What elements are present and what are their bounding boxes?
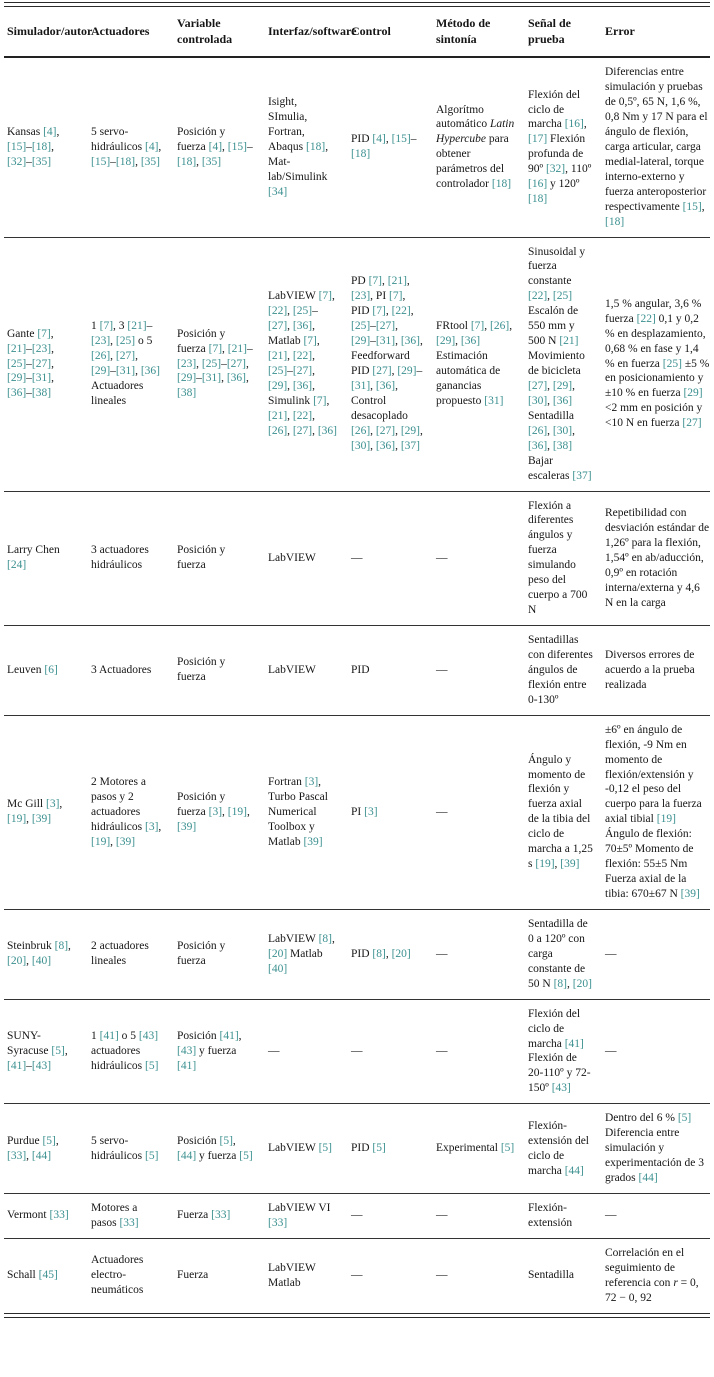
citation-ref: [5] [51,1044,65,1057]
citation-ref: [31] [115,365,136,377]
citation-ref: [27] [292,365,313,377]
citation-ref: [36] [317,424,338,437]
citation-ref: [36] [400,335,421,348]
table-cell: — [433,1193,525,1238]
citation-ref: [43] [551,1082,571,1095]
citation-ref: [41] [219,1030,239,1043]
column-header: Interfaz/software [265,7,348,57]
table-row-gante [4,237,710,491]
citation-ref: [40] [31,955,52,968]
citation-ref: [39] [177,820,197,833]
citation-ref: [22] [268,305,288,318]
table-cell: SUNY-Syracuse [5], [41]–[43] [4,999,88,1104]
table-cell: LabVIEW [5] [265,1104,348,1194]
simulators-comparison-table [4,7,710,1313]
table-cell: Schall [45] [4,1238,88,1312]
citation-ref: [29] [683,387,703,400]
citation-ref: [8] [553,977,567,990]
column-header: Control [348,7,433,57]
citation-ref: [29] [91,365,111,377]
table-cell: Fuerza [174,1238,265,1312]
citation-ref: [18] [491,178,512,191]
citation-ref: [7] [389,290,403,303]
table-cell: Flexión del ciclo de marcha [16], [17] Flexión profunda de 90º [32], 110º [16] y 120º [18] [528,88,592,206]
citation-ref: [18] [528,193,548,206]
table-cell: Posición y fuerza [174,491,265,626]
table-cell: Experimental [5] [433,1104,525,1194]
citation-ref: [27] [115,350,136,363]
table-cell: — [602,909,710,999]
citation-ref: [29] [351,335,371,348]
table-cell: Sentadillas con diferentes ángulos de flexión entre 0-130º [525,626,602,716]
table-cell: Repetibilidad con desviación estándar de 1,26º para la flexión, 1,54º en ab/aducción, 0,9º en rotación interna/externa y 4,6 N en la carga [602,491,710,626]
table-cell: — [348,1238,433,1312]
table-cell: Posición y fuerza [7], [21]–[23], [25]–[27], [29]–[31], [36], [38] [174,237,265,491]
citation-ref: [36] [292,320,313,333]
citation-ref: [20] [572,977,592,990]
citation-ref: [25] [201,357,222,370]
table-cell: 2 actuadores lineales [88,909,174,999]
citation-ref: [30] [552,424,573,437]
citation-ref: [16] [564,118,584,131]
citation-ref: [35] [140,155,161,168]
citation-ref: [7] [37,327,51,340]
citation-ref: [27] [31,357,52,370]
citation-ref: [36] [528,439,548,452]
table-cell: Posición y fuerza [4], [15]–[18], [35] [177,125,253,168]
column-header: Variable controlada [174,7,265,57]
table-cell: — [433,909,525,999]
citation-ref: [3] [208,805,223,818]
table-cell: Sinusoidal y fuerza constante [22], [25] Escalón de 550 mm y 500 N [21] Movimiento de bicicleta [27], [29], [30], [36] Sentadilla [26], [30], [36], [38] Bajar escaleras [37] [525,237,602,491]
citation-ref: [5] [500,1142,515,1155]
citation-ref: [21] [127,320,147,333]
citation-ref: [15] [391,133,411,146]
table-cell: Flexión del ciclo de marcha [41] Flexión de 20-110º y 72- 150º [43] [525,999,602,1104]
table-cell: — [348,491,433,626]
column-header: Simulador/autor [4,7,88,57]
header-row [4,7,710,57]
table-cell: — [433,1238,525,1312]
table-cell: Isight, SImulia, Fortran, Abaqus [18], Mat-lab/Simulink [34] [268,96,329,198]
citation-ref: [3] [144,820,159,833]
table-row-vermont [4,1193,710,1238]
table-row-purdue [4,1104,710,1194]
table-bottom-rule [4,1313,710,1318]
citation-ref: [5] [677,1112,692,1125]
citation-ref: [4] [43,125,57,138]
citation-ref: [22] [391,305,411,318]
citation-ref: [17] [528,133,548,146]
table-row-mc-gill [4,715,710,909]
citation-ref: [44] [177,1149,197,1162]
citation-ref: [7] [99,320,114,333]
citation-ref: [21] [268,350,288,363]
citation-ref: [18] [605,215,625,228]
citation-ref: [26] [528,424,548,437]
table-cell: Ángulo y momento de flexión y fuerza axial de la tibia del ciclo de marcha a 1,25 s [19], [39] [525,715,602,909]
table-cell: Kansas [4], [15]–[18], [32]–[35] [7,125,60,168]
table-cell: Posición [5], [44] y fuerza [5] [174,1104,265,1194]
table-cell: Flexión-extensión [525,1193,602,1238]
citation-ref: [27] [528,379,548,392]
citation-ref: [22] [292,409,313,422]
citation-ref: [23] [91,335,111,348]
table-cell: Steinbruk [8], [20], [40] [4,909,88,999]
table-cell: Sentadilla [525,1238,602,1312]
citation-ref: [26] [91,350,111,363]
citation-ref: [21] [227,342,247,355]
citation-ref: [4] [208,140,223,153]
citation-ref: [41] [177,1059,197,1072]
citation-ref: [19] [7,813,27,826]
citation-ref: [4] [372,133,386,146]
table-cell: Posición y fuerza [174,626,265,716]
citation-ref: [33] [119,1216,139,1229]
citation-ref: [36] [375,439,396,452]
table-cell: PID [5] [348,1104,433,1194]
citation-ref: [18] [31,140,52,153]
citation-ref: [22] [636,312,656,325]
table-cell: FRtool [7], [26], [29], [36] Estimación automática de ganancias propuesto [31] [433,237,525,491]
citation-ref: [19] [91,835,111,848]
table-cell: — [265,999,348,1104]
citation-ref: [27] [268,320,288,333]
citation-ref: [15] [7,140,27,153]
citation-ref: [31] [201,372,222,385]
table-row-leuven [4,626,710,716]
citation-ref: [23] [351,290,371,303]
table-cell: — [433,999,525,1104]
table-cell: — [348,1193,433,1238]
citation-ref: [23] [31,342,52,355]
citation-ref: [5] [239,1149,253,1162]
table-cell: ±6º en ángulo de flexión, -9 Nm en momento de flexión/extensión y -0,12 el peso del cuerpo para la fuerza axial tibial [19] Ángulo de flexión: 70±5º Momento de flexión: 55±5 Nm Fuerza axial de la tibia: 670±67 N [39] [602,715,710,909]
table-cell: 2 Motores a pasos y 2 actuadores hidráulicos [3], [19], [39] [88,715,174,909]
citation-ref: [18] [177,155,197,168]
citation-ref: [19] [227,805,247,818]
citation-ref: [35] [31,155,52,168]
citation-ref: [26] [268,424,288,437]
citation-ref: [33] [7,1149,27,1162]
column-header: Método de sintonía [433,7,525,57]
citation-ref: [29] [268,379,288,392]
citation-ref: [44] [564,1164,584,1177]
citation-ref: [43] [177,1044,197,1057]
table-cell: Motores a pasos [33] [88,1193,174,1238]
table-cell: — [602,1193,710,1238]
table-cell: 5 servo-hidráulicos [4], [15]–[18], [35] [91,125,162,168]
table-cell: Correlación en el seguimiento de referencia con r = 0, 72 − 0, 92 [602,1238,710,1312]
table-cell: — [433,491,525,626]
citation-ref: [23] [177,357,197,370]
table-cell: Leuven [6] [4,626,88,716]
citation-ref: [29] [552,379,573,392]
citation-ref: [7] [372,305,386,318]
column-header: Señal de prueba [525,7,602,57]
citation-ref: [21] [268,409,288,422]
table-cell: 3 Actuadores [88,626,174,716]
citation-ref: [21] [387,275,407,288]
citation-ref: [5] [318,1142,332,1155]
citation-ref: [7] [303,335,317,348]
table-cell: Diversos errores de acuerdo a la prueba realizada [602,626,710,716]
citation-ref: [5] [144,1149,159,1162]
table-cell: PI [3] [348,715,433,909]
citation-ref: [21] [559,335,579,348]
table-cell: Posición y fuerza [174,909,265,999]
citation-ref: [27] [682,417,702,430]
citation-ref: [8] [54,940,69,953]
citation-ref: [36] [552,394,573,407]
table-cell: 1,5 % angular, 3,6 % fuerza [22] 0,1 y 0,2 % en desplazamiento, 0,68 % en fase y 1,4 % en fuerza [25] ±5 % en posicionamiento y ±10 % en fuerza [29] <2 mm en posición y <10 N en fuerza [27] [602,237,710,491]
table-cell: LabVIEW [265,491,348,626]
table-row-schall [4,1238,710,1312]
table-cell: LabVIEW [8], [20] Matlab [40] [265,909,348,999]
citation-ref: [39] [115,835,136,848]
table-row-larry-chen [4,491,710,626]
citation-ref: [29] [397,365,417,377]
table-row-kansas [4,57,710,237]
citation-ref: [36] [375,379,396,392]
table-cell: LabVIEW Matlab [265,1238,348,1312]
citation-ref: [19] [656,813,676,826]
table-row-steinbruk [4,909,710,999]
table-cell: LabVIEW [7], [22], [25]–[27], [36], Matlab [7], [21], [22], [25]–[27], [29], [36], Simulink [7], [21], [22], [26], [27], [36] [265,237,348,491]
table-cell: PID [348,626,433,716]
citation-ref: [25] [351,320,371,333]
citation-ref: [41] [99,1030,119,1043]
table-cell: PD [7], [21], [23], PI [7], PID [7], [22], [25]–[27], [29]–[31], [36], Feedforward PID [27], [29]–[31], [36], Control desacoplado [26], [27], [29], [30], [36], [37] [348,237,433,491]
citation-ref: [36] [226,372,247,385]
citation-ref: [34] [268,185,288,198]
table-cell: Mc Gill [3], [19], [39] [4,715,88,909]
table-cell: 5 servo-hidráulicos [5] [88,1104,174,1194]
citation-ref: [32] [545,163,566,176]
citation-ref: [43] [138,1030,159,1043]
table-cell: Purdue [5], [33], [44] [4,1104,88,1194]
table-cell: PID [4], [15]–[18] [351,133,417,161]
citation-ref: [5] [144,1059,159,1072]
citation-ref: [26] [490,320,510,333]
citation-ref: [37] [400,439,421,452]
citation-ref: [15] [91,155,111,168]
table-cell: Flexión a diferentes ángulos y fuerza simulando peso del cuerpo a 700 N [525,491,602,626]
citation-ref: [40] [268,962,288,975]
citation-ref: [5] [42,1134,56,1147]
citation-ref: [24] [7,559,27,572]
column-header: Error [602,7,710,57]
citation-ref: [32] [7,155,27,168]
citation-ref: [15] [682,200,702,213]
table-cell: — [433,715,525,909]
citation-ref: [25] [662,357,682,370]
citation-ref: [43] [31,1059,52,1072]
citation-ref: [33] [49,1209,69,1222]
citation-ref: [39] [31,813,52,826]
table-cell: Diferencias entre simulación y pruebas de 0,5º, 65 N, 1,6 %, 0,8 Nm y 17 N para el ángulo de flexión, carga articular, carga medial-lateral, torque interno-externo y fuerza anteroposterior respectivamente [15], [18] [605,66,708,228]
citation-ref: [39] [560,858,580,871]
citation-ref: [29] [177,372,197,385]
citation-ref: [29] [436,335,456,348]
citation-ref: [27] [226,357,247,370]
table-cell: Larry Chen [24] [4,491,88,626]
citation-ref: [36] [7,387,27,400]
citation-ref: [31] [31,372,52,385]
citation-ref: [36] [292,379,313,392]
citation-ref: [19] [535,858,555,871]
table-cell: PID [8], [20] [348,909,433,999]
citation-ref: [20] [7,955,27,968]
table-cell: — [433,626,525,716]
table-cell: LabVIEW VI [33] [265,1193,348,1238]
table-body [4,57,710,1312]
citation-ref: [7] [470,320,485,333]
citation-ref: [20] [268,947,288,960]
citation-ref: [18] [306,140,326,153]
citation-ref: [33] [211,1209,231,1222]
citation-ref: [3] [304,775,319,788]
table-cell: Algorítmo automático Latin Hypercube para obtener parámetros del controlador [18] [436,103,515,191]
table-cell: Posición [41], [43] y fuerza [41] [174,999,265,1104]
table-cell: Fortran [3], Turbo Pascal Numerical Toolbox y Matlab [39] [265,715,348,909]
citation-ref: [18] [115,155,136,168]
citation-ref: [7] [313,394,327,407]
citation-ref: [35] [201,155,222,168]
table-cell: — [348,999,433,1104]
citation-ref: [37] [572,469,592,482]
citation-ref: [7] [318,290,332,303]
citation-ref: [27] [375,320,396,333]
citation-ref: [27] [292,424,313,437]
table-row-suny-syracuse [4,999,710,1104]
citation-ref: [36] [460,335,481,348]
citation-ref: [33] [268,1216,288,1229]
column-header: Actuadores [88,7,174,57]
table-cell: LabVIEW [265,626,348,716]
citation-ref: [15] [227,140,247,153]
citation-ref: [8] [318,932,332,945]
citation-ref: [4] [144,140,159,153]
citation-ref: [30] [351,439,371,452]
table-cell: Vermont [33] [4,1193,88,1238]
citation-ref: [41] [564,1037,584,1050]
citation-ref: [21] [7,342,27,355]
citation-ref: [3] [364,805,378,818]
citation-ref: [6] [44,663,58,676]
citation-ref: [3] [45,798,60,811]
citation-ref: [7] [368,275,382,288]
citation-ref: [5] [219,1134,233,1147]
table-cell: 3 actuadores hidráulicos [88,491,174,626]
table-cell: 1 [41] o 5 [43] actuadores hidráulicos [5] [88,999,174,1104]
citation-ref: [39] [680,888,700,900]
table-cell: 1 [7], 3 [21]–[23], [25] o 5 [26], [27], [29]–[31], [36] Actuadores lineales [88,237,174,491]
citation-ref: [25] [115,335,136,348]
citation-ref: [44] [638,1172,658,1184]
citation-ref: [31] [375,335,396,348]
citation-ref: [25] [268,365,288,377]
citation-ref: [18] [351,148,371,161]
citation-ref: [31] [484,394,504,407]
table-cell: — [602,999,710,1104]
table-cell: Gante [7], [21]–[23], [25]–[27], [29]–[31], [36]–[38] [4,237,88,491]
citation-ref: [38] [552,439,573,452]
citation-ref: [22] [292,350,313,363]
citation-ref: [5] [372,1142,386,1155]
citation-ref: [8] [372,947,386,960]
citation-ref: [29] [400,424,421,437]
citation-ref: [25] [7,357,27,370]
citation-ref: [25] [552,290,573,303]
table-cell: Posición y fuerza [3], [19], [39] [174,715,265,909]
citation-ref: [27] [375,424,396,437]
table-header [4,7,710,57]
citation-ref: [29] [7,372,27,385]
citation-ref: [20] [391,947,411,960]
citation-ref: [38] [177,387,197,400]
citation-ref: [22] [528,290,548,303]
table-cell: Fuerza [33] [174,1193,265,1238]
citation-ref: [38] [31,387,52,400]
citation-ref: [31] [351,379,371,392]
citation-ref: [44] [31,1149,52,1162]
citation-ref: [27] [372,365,392,377]
citation-ref: [25] [292,305,313,318]
citation-ref: [16] [528,178,548,191]
citation-ref: [45] [38,1269,58,1282]
citation-ref: [41] [7,1059,27,1072]
citation-ref: [39] [303,835,323,848]
table-cell: Dentro del 6 % [5] Diferencia entre simulación y experimentación de 3 grados [44] [602,1104,710,1194]
table-cell: Actuadores electro-neumáticos [88,1238,174,1312]
citation-ref: [36] [140,365,161,377]
citation-ref: [26] [351,424,371,437]
citation-ref: [7] [208,342,223,355]
table-cell: Flexión-extensión del ciclo de marcha [44] [525,1104,602,1194]
table-cell: Sentadilla de 0 a 120º con carga constante de 50 N [8], [20] [525,909,602,999]
citation-ref: [30] [528,394,548,407]
